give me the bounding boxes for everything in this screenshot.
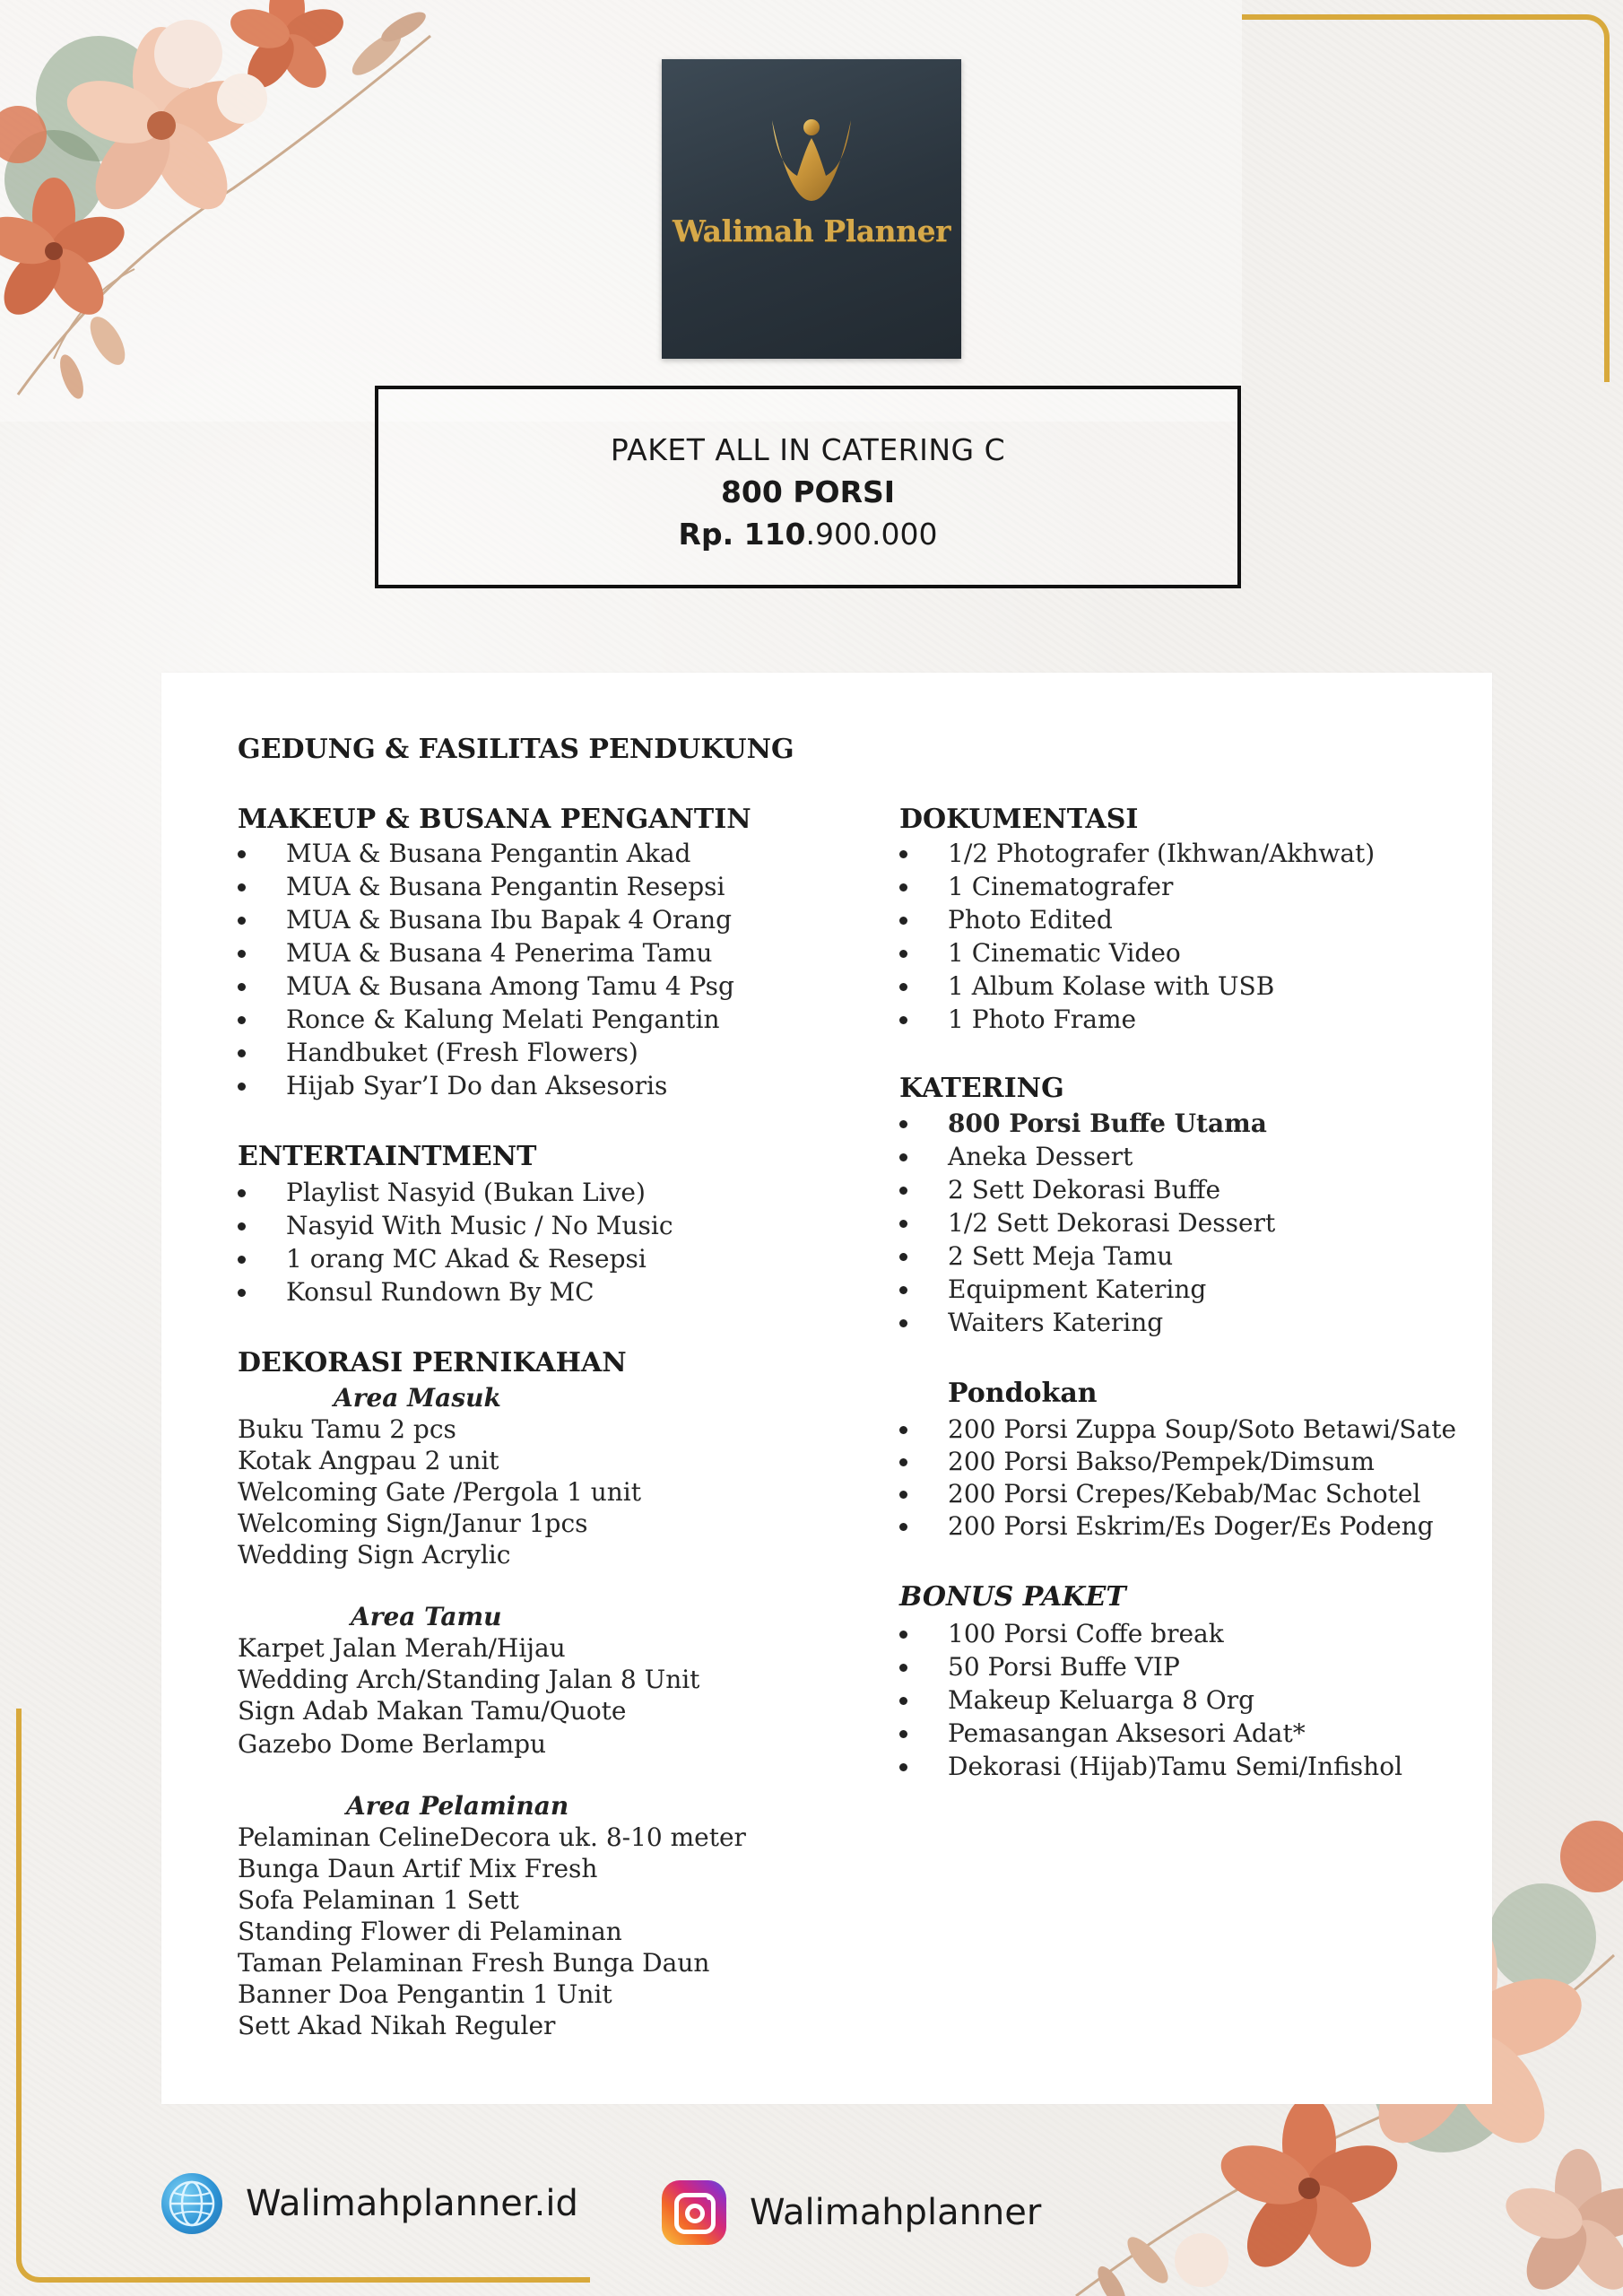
instagram-icon [662, 2180, 726, 2245]
area-pelaminan-item: Sofa Pelaminan 1 Sett [238, 1885, 519, 1915]
catering-item: Aneka Dessert [948, 1142, 1133, 1171]
documentation-item: Photo Edited [948, 905, 1113, 935]
footer-website[interactable] [161, 2172, 578, 2235]
makeup-item: Hijab Syar’I Do dan Aksesoris [286, 1071, 668, 1100]
logo-mark-icon [763, 111, 860, 212]
area-pelaminan-item: Sett Akad Nikah Reguler [238, 2011, 556, 2040]
brand-logo [662, 59, 961, 359]
documentation-item: 1/2 Photografer (Ikhwan/Akhwat) [948, 839, 1376, 868]
bonus-heading: BONUS PAKET [899, 1581, 1126, 1613]
documentation-item: 1 Cinematografer [948, 872, 1174, 901]
footer-instagram[interactable] [662, 2179, 1041, 2246]
price-prefix: Rp. 110 [678, 517, 806, 552]
makeup-item: MUA & Busana Pengantin Resepsi [286, 872, 725, 901]
makeup-item: Ronce & Kalung Melati Pengantin [286, 1004, 720, 1034]
package-name: PAKET ALL IN CATERING C [610, 432, 1006, 467]
makeup-item: MUA & Busana Among Tamu 4 Psg [286, 971, 734, 1001]
area-tamu-title: Area Tamu [351, 1602, 502, 1631]
area-pelaminan-item: Standing Flower di Pelaminan [238, 1917, 622, 1946]
bonus-item: 100 Porsi Coffe break [948, 1619, 1224, 1648]
gold-frame-top-right [1242, 14, 1610, 382]
bonus-item: Dekorasi (Hijab)Tamu Semi/Infishol [948, 1752, 1403, 1781]
area-masuk-item: Kotak Angpau 2 unit [238, 1446, 499, 1475]
pondokan-title: Pondokan [948, 1378, 1098, 1409]
entertainment-item: Konsul Rundown By MC [286, 1277, 595, 1307]
catering-item: 2 Sett Dekorasi Buffe [948, 1175, 1221, 1205]
documentation-item: 1 Album Kolase with USB [948, 971, 1275, 1001]
area-pelaminan-item: Banner Doa Pengantin 1 Unit [238, 1979, 612, 2009]
makeup-item: MUA & Busana Pengantin Akad [286, 839, 691, 868]
pondokan-item: 200 Porsi Eskrim/Es Doger/Es Podeng [948, 1511, 1434, 1541]
price-suffix: .900.000 [805, 517, 938, 552]
area-tamu-item: Wedding Arch/Standing Jalan 8 Unit [238, 1665, 700, 1694]
package-price-box [375, 386, 1241, 588]
area-masuk-item: Welcoming Sign/Janur 1pcs [238, 1509, 588, 1538]
makeup-item: Handbuket (Fresh Flowers) [286, 1038, 638, 1067]
documentation-item: 1 Cinematic Video [948, 938, 1181, 968]
catering-item: Equipment Katering [948, 1274, 1207, 1304]
area-pelaminan-title: Area Pelaminan [346, 1791, 569, 1821]
bonus-item: Makeup Keluarga 8 Org [948, 1685, 1255, 1715]
entertainment-item: Nasyid With Music / No Music [286, 1211, 673, 1240]
bonus-item: 50 Porsi Buffe VIP [948, 1652, 1180, 1682]
area-masuk-title: Area Masuk [334, 1383, 501, 1413]
area-tamu-item: Karpet Jalan Merah/Hijau [238, 1633, 566, 1663]
catering-heading: KATERING [899, 1073, 1064, 1104]
package-portions: 800 PORSI [720, 474, 896, 509]
area-tamu-item: Sign Adab Makan Tamu/Quote [238, 1696, 627, 1726]
entertainment-item: 1 orang MC Akad & Resepsi [286, 1244, 647, 1274]
area-masuk-item: Wedding Sign Acrylic [238, 1540, 511, 1570]
logo-text: Walimah Planner [672, 213, 951, 248]
globe-icon [161, 2173, 222, 2234]
decoration-heading: DEKORASI PERNIKAHAN [238, 1347, 627, 1378]
makeup-item: MUA & Busana 4 Penerima Tamu [286, 938, 713, 968]
package-price [378, 517, 1237, 552]
area-masuk-item: Welcoming Gate /Pergola 1 unit [238, 1477, 641, 1507]
catering-item: Waiters Katering [948, 1308, 1164, 1337]
area-masuk-item: Buku Tamu 2 pcs [238, 1414, 456, 1444]
floral-decoration-top-left [0, 0, 457, 422]
instagram-handle[interactable]: Walimahplanner [750, 2192, 1042, 2233]
area-tamu-item: Gazebo Dome Berlampu [238, 1729, 547, 1759]
pondokan-item: 200 Porsi Bakso/Pempek/Dimsum [948, 1447, 1375, 1476]
pondokan-item: 200 Porsi Crepes/Kebab/Mac Schotel [948, 1479, 1421, 1509]
bonus-item: Pemasangan Aksesori Adat* [948, 1718, 1306, 1748]
entertainment-heading: ENTERTAINTMENT [238, 1141, 537, 1172]
entertainment-item: Playlist Nasyid (Bukan Live) [286, 1178, 646, 1207]
pondokan-item: 200 Porsi Zuppa Soup/Soto Betawi/Sate [948, 1414, 1457, 1444]
catering-item: 800 Porsi Buffe Utama [948, 1109, 1267, 1138]
website-link[interactable]: Walimahplanner.id [246, 2183, 578, 2224]
catering-item: 1/2 Sett Dekorasi Dessert [948, 1208, 1276, 1238]
documentation-item: 1 Photo Frame [948, 1004, 1137, 1034]
area-pelaminan-item: Pelaminan CelineDecora uk. 8-10 meter [238, 1822, 746, 1852]
makeup-item: MUA & Busana Ibu Bapak 4 Orang [286, 905, 733, 935]
area-pelaminan-item: Taman Pelaminan Fresh Bunga Daun [238, 1948, 710, 1978]
venue-heading: GEDUNG & FASILITAS PENDUKUNG [238, 734, 794, 765]
makeup-heading: MAKEUP & BUSANA PENGANTIN [238, 804, 751, 835]
area-pelaminan-item: Bunga Daun Artif Mix Fresh [238, 1854, 598, 1883]
documentation-heading: DOKUMENTASI [899, 804, 1139, 835]
catering-item: 2 Sett Meja Tamu [948, 1241, 1174, 1271]
